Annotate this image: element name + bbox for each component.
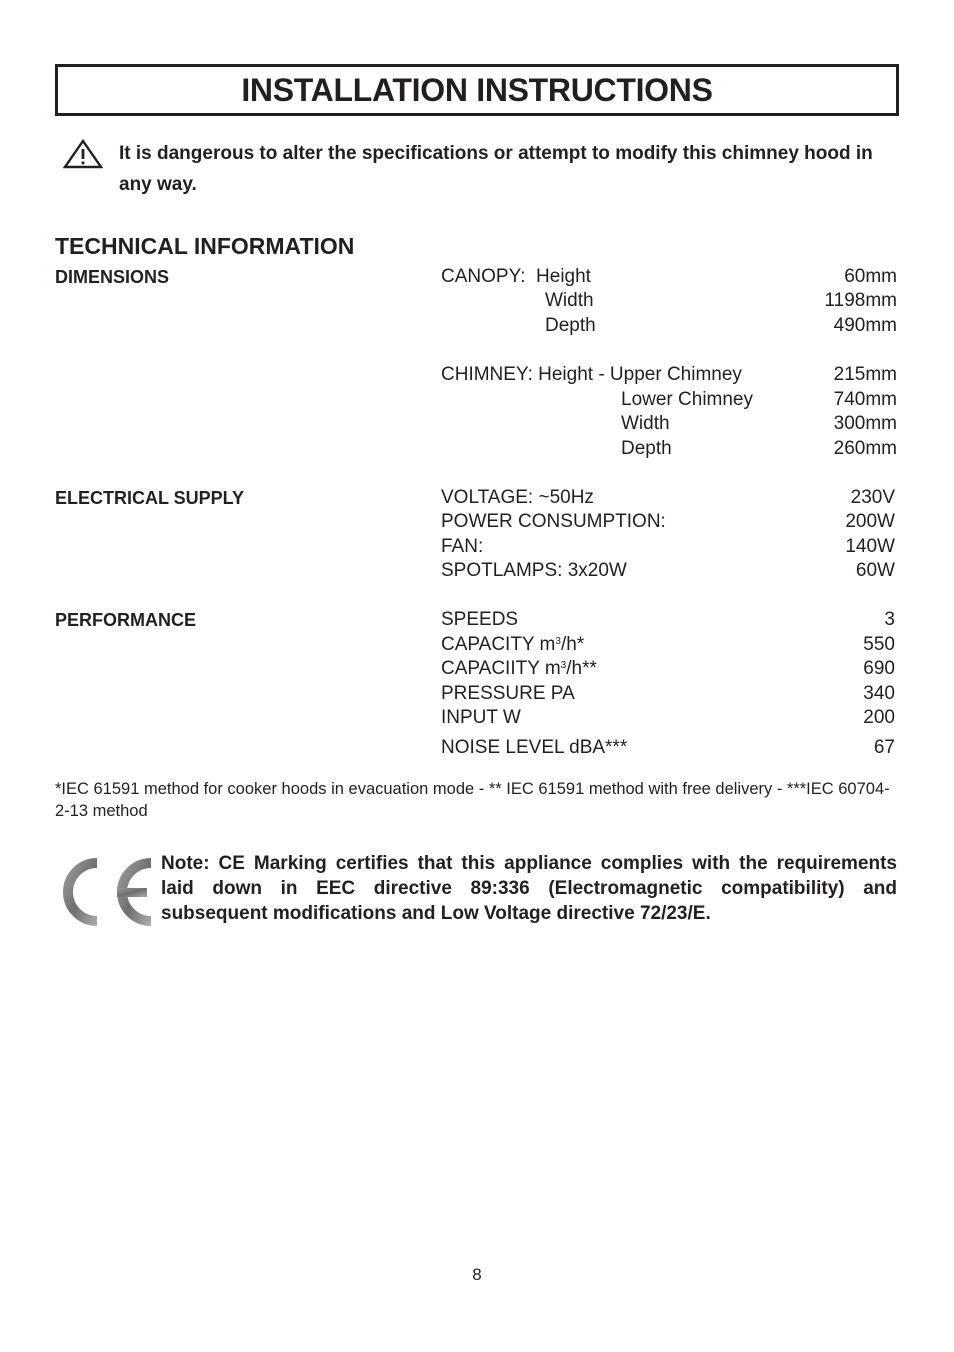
fan-label: FAN: [441,536,484,557]
capacity-evacuation-sup: 3 [555,636,561,647]
spotlamps-value: 60W [855,560,895,581]
capacity-evacuation-prefix: CAPACITY m [441,634,556,655]
capacity-evacuation-suffix: /h* [560,634,585,655]
spotlamps-label: SPOTLAMPS: 3x20W [441,560,627,581]
speeds-value: 3 [884,609,895,630]
capacity-evacuation-label [441,634,584,656]
speeds-label: SPEEDS [441,609,519,630]
capacity-free-value: 690 [863,658,895,679]
canopy-depth-label: Depth [545,315,596,336]
electrical-supply-label: ELECTRICAL SUPPLY [55,488,245,508]
performance-label: PERFORMANCE [55,610,197,630]
chimney-depth-label: Depth [621,438,672,459]
fan-value: 140W [845,536,895,557]
voltage-value: 230V [850,487,895,508]
chimney-upper-value: 215mm [833,364,897,385]
chimney-lower-label: Lower Chimney [621,389,753,410]
dimensions-label: DIMENSIONS [55,267,170,287]
ce-mark-logo [57,853,155,931]
chimney-upper-label: CHIMNEY: Height - Upper Chimney [441,364,742,385]
canopy-height-label: CANOPY: Height [441,266,591,287]
chimney-lower-value: 740mm [833,389,897,410]
voltage-label: VOLTAGE: ~50Hz [441,487,594,508]
noise-level-label: NOISE LEVEL dBA*** [441,737,628,758]
capacity-evacuation-value: 550 [863,634,895,655]
canopy-width-value: 1198mm [824,290,897,311]
pressure-label: PRESSURE PA [441,683,575,704]
capacity-free-suffix: /h** [566,658,597,679]
canopy-width-label: Width [545,290,594,311]
pressure-value: 340 [863,683,895,704]
capacity-free-prefix: CAPACIITY m [441,658,561,679]
canopy-height-value: 60mm [844,266,897,287]
power-consumption-value: 200W [845,511,895,532]
chimney-width-value: 300mm [833,413,897,434]
footnote: *IEC 61591 method for cooker hoods in evacuation mode - ** IEC 61591 method with free delivery - ***IEC 60704-2-13 method [55,780,890,820]
page-number: 8 [472,1265,482,1284]
noise-level-value: 67 [873,737,895,758]
page-title: INSTALLATION INSTRUCTIONS [241,71,713,108]
chimney-depth-value: 260mm [833,438,897,459]
capacity-free-sup: 3 [560,660,567,671]
warning-text: It is dangerous to alter the specifications or attempt to modify this chimney hood in any way. [119,143,873,195]
warning-triangle-icon [63,139,103,169]
technical-information-heading: TECHNICAL INFORMATION [55,233,355,259]
chimney-width-label: Width [621,413,670,434]
title-box [55,64,899,116]
input-label: INPUT W [441,707,521,728]
ce-marking-note: Note: CE Marking certifies that this appliance complies with the requirements laid down in EEC directive 89:336 (Electromagnetic compatibility) and subsequent modifications and Low Voltage directive 72/23/E. [161,853,897,924]
canopy-depth-value: 490mm [833,315,897,336]
capacity-free-label [441,658,597,680]
input-value: 200 [863,707,895,728]
power-consumption-label: POWER CONSUMPTION: [441,511,666,532]
